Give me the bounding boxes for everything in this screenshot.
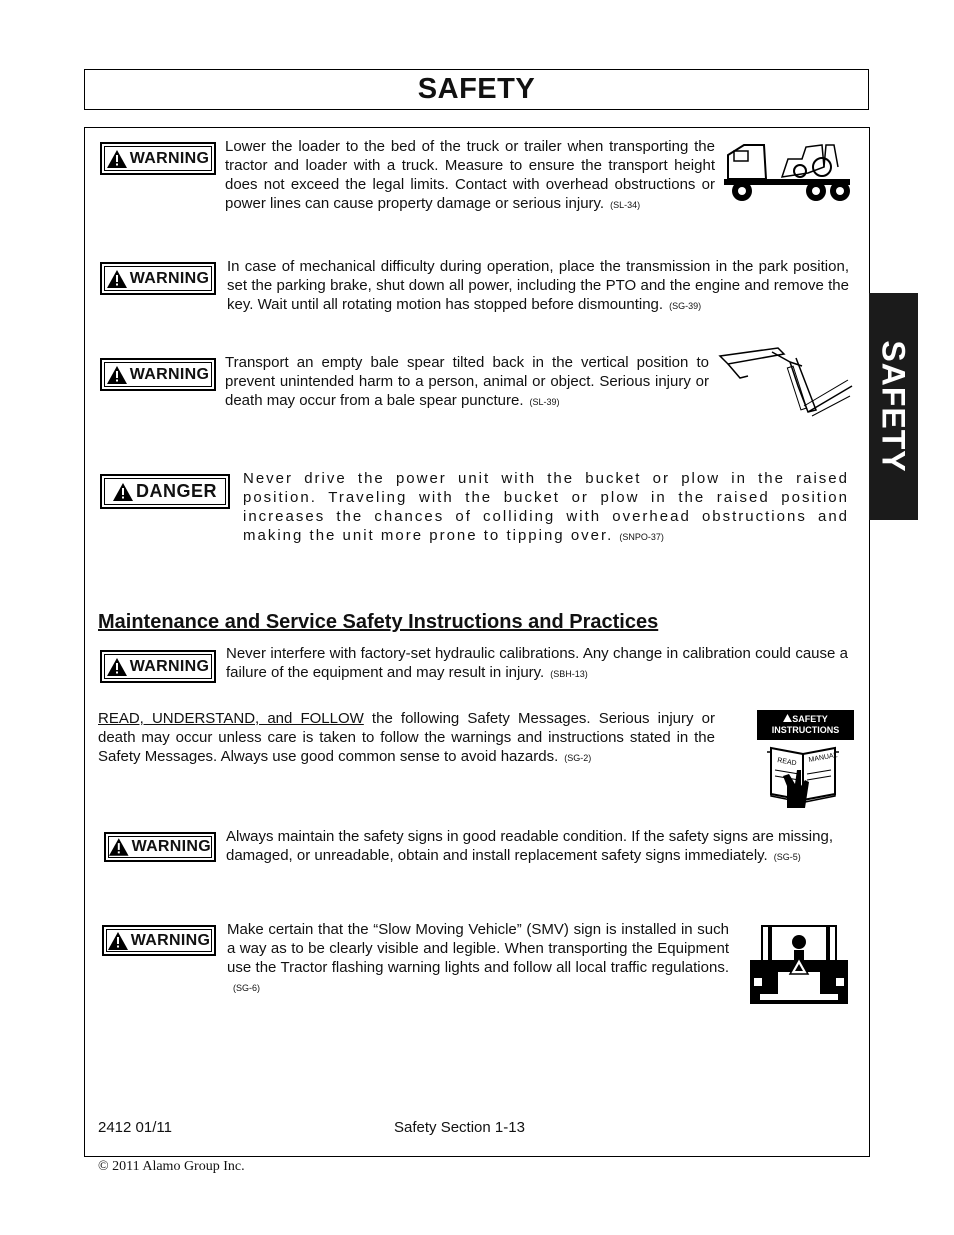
read-understand-paragraph: READ, UNDERSTAND, and FOLLOW the following Safety Messages. Serious injury or death may occur unless care is taken to follow the warnings and instructions stated in the Safety Messages. Always use good common sense to avoid hazards. (SG-2): [98, 710, 715, 765]
safety-message: Transport an empty bale spear tilted back in the vertical position to prevent unintended harm to a person, animal or object. Serious injury or death may occur from a bale spear puncture. (SL-39): [225, 354, 709, 409]
warning-triangle-icon: [107, 366, 127, 384]
section-page: Safety Section 1-13: [394, 1119, 525, 1136]
warning-badge: [100, 650, 216, 683]
warning-label: WARNING: [129, 365, 210, 383]
safety-instructions-sign: SAFETY INSTRUCTIONS: [757, 710, 854, 740]
warning-triangle-icon: [107, 658, 127, 676]
danger-badge: [100, 474, 230, 509]
page-header: [84, 69, 869, 110]
warning-label: WARNING: [129, 657, 210, 675]
warning-label: WARNING: [129, 269, 210, 287]
doc-id: 2412 01/11: [98, 1119, 172, 1136]
safety-message: Never interfere with factory-set hydraulic calibrations. Any change in calibration could cause a failure of the equipment and may result in injury. (SBH-13): [226, 645, 848, 681]
danger-triangle-icon: [113, 483, 133, 501]
warning-label: WARNING: [130, 931, 211, 949]
warning-triangle-icon: [107, 150, 127, 168]
danger-label: DANGER: [135, 481, 217, 501]
safety-message: In case of mechanical difficulty during operation, place the transmission in the park position, set the parking brake, shut down all power, including the PTO and the engine and remove the key. Wait until all rotating motion has stopped before dismounting. (SG-39): [227, 258, 849, 313]
warning-badge: [100, 142, 216, 175]
warning-badge: [104, 832, 216, 862]
truck-loader-illustration: [722, 137, 854, 205]
copyright: © 2011 Alamo Group Inc.: [98, 1159, 245, 1174]
safety-instructions-illustration: [757, 710, 854, 808]
side-tab: [869, 293, 918, 520]
safety-message: Lower the loader to the bed of the truck or trailer when transporting the tractor and loader with a truck. Measure to ensure the transport height does not exceed the legal limits. Contact with overhead obstructions or power lines can cause property damage or serious injury. (SL-34): [225, 138, 715, 212]
page-title: SAFETY: [417, 73, 536, 105]
warning-triangle-icon: [109, 838, 129, 856]
section-heading: Maintenance and Service Safety Instructions and Practices: [98, 611, 659, 633]
safety-message: Make certain that the “Slow Moving Vehicle” (SMV) sign is installed in such a way as to be clearly visible and legible. When transporting the Equipment use the Tractor flashing warning lights and follow all local traffic regulations.(SG-6): [227, 921, 729, 993]
book-manual-text: MANUAL: [808, 752, 839, 764]
tractor-rear-smv-illustration: [748, 922, 850, 1006]
warning-triangle-icon: [107, 270, 127, 288]
safety-message: Never drive the power unit with the bucket or plow in the raised position. Traveling with the bucket or plow in the raised position increases the chances of colliding with overhead obstructions and making the unit more prone to tipping over. (SNPO-37): [243, 470, 849, 544]
warning-badge: [100, 358, 216, 391]
safety-message: Always maintain the safety signs in good readable condition. If the safety signs are missing, damaged, or unreadable, obtain and install replacement safety signs immediately. (SG-5): [226, 828, 833, 864]
side-tab-label: SAFETY: [876, 340, 913, 473]
warning-badge: [102, 925, 216, 956]
book-read-text: READ: [776, 757, 798, 768]
warning-triangle-icon: [108, 932, 128, 950]
warning-badge: [100, 262, 216, 295]
warning-triangle-icon: [783, 714, 792, 722]
bale-spear-illustration: [718, 346, 854, 422]
warning-label: WARNING: [131, 838, 211, 855]
warning-label: WARNING: [129, 149, 210, 167]
manual-book-icon: [757, 740, 854, 808]
